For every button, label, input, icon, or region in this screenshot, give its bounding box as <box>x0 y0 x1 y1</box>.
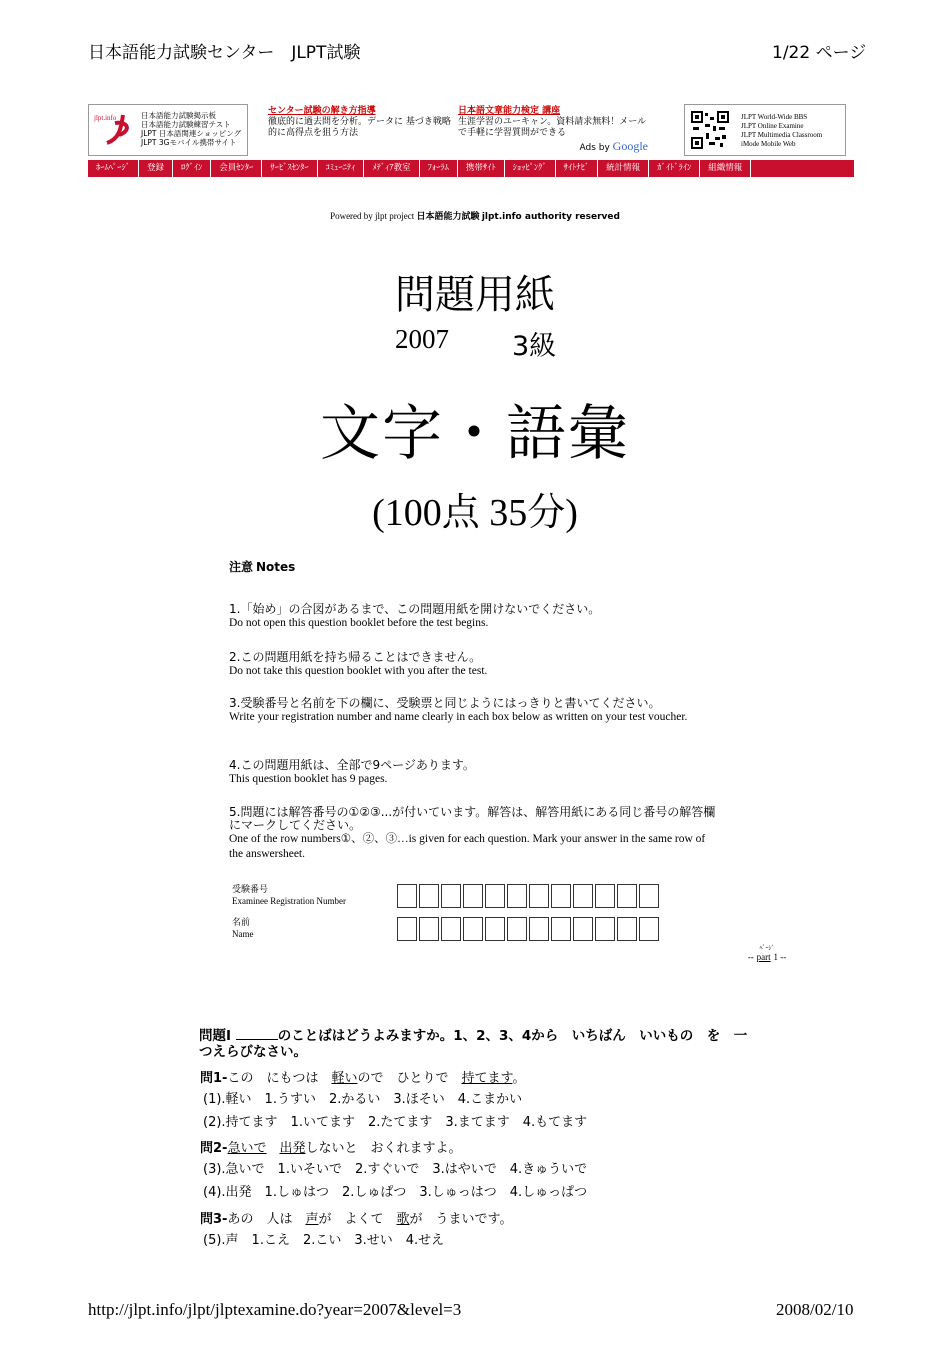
registration-number-en: Examinee Registration Number <box>232 896 346 906</box>
question-label: 問1- <box>200 1071 228 1086</box>
registration-digit-box[interactable] <box>617 884 637 908</box>
underlined-word: 持てます <box>461 1071 513 1086</box>
qr-link[interactable]: JLPT Online Examine <box>741 122 804 130</box>
note-en: Write your registration number and name clearly in each box below as written on your test voucher. <box>229 711 688 723</box>
nav-item[interactable]: 登録 <box>139 160 173 177</box>
notes-heading-jp: 注意 <box>229 560 254 574</box>
question-text: 。 <box>512 1071 526 1086</box>
question-text: が うまいです。 <box>409 1212 513 1227</box>
qr-link[interactable]: iMode Mobile Web <box>741 140 796 148</box>
name-char-box[interactable] <box>595 917 615 941</box>
logo-link[interactable]: JLPT 日本語関連ショッピング <box>141 129 242 138</box>
exam-level: 3級 <box>512 331 557 362</box>
footer-date: 2008/02/10 <box>776 1300 854 1319</box>
page-number: 1/22 ページ <box>772 43 867 63</box>
powered-suffix: jlpt.info authority reserved <box>481 212 620 222</box>
name-char-box[interactable] <box>507 917 527 941</box>
note-item <box>229 697 719 725</box>
note-jp: 4.この問題用紙は、全部で9ページあります。 <box>229 758 475 772</box>
notes-heading-en: Notes <box>256 560 296 574</box>
name-char-box[interactable] <box>485 917 505 941</box>
page-header-title: 日本語能力試験センター JLPT試験 <box>88 43 361 63</box>
nav-bar <box>88 160 854 177</box>
question-section-heading <box>199 1028 759 1060</box>
name-char-box[interactable] <box>617 917 637 941</box>
nav-item[interactable]: 携帯ｻｲﾄ <box>458 160 505 177</box>
note-en: Do not open this question booklet before the test begins. <box>229 617 489 629</box>
ad-item[interactable] <box>458 106 648 139</box>
jlpt-logo-icon <box>93 111 137 149</box>
question-label: 問2- <box>200 1141 228 1156</box>
registration-digit-box[interactable] <box>441 884 461 908</box>
nav-item[interactable]: 会員ｾﾝﾀｰ <box>211 160 262 177</box>
logo-link[interactable]: 日本語能力試験掲示板 <box>141 111 216 120</box>
question-text: あの 人は <box>227 1212 306 1227</box>
ads-by-google[interactable] <box>579 141 648 154</box>
exam-year: 2007 <box>395 324 449 354</box>
ads-by-label: Ads by <box>579 143 610 153</box>
nav-item[interactable]: ﾌｫｰﾗﾑ <box>420 160 458 177</box>
answer-choices: (1).軽い 1.うすい 2.かるい 3.ほそい 4.こまかい <box>203 1092 523 1107</box>
notes-heading <box>229 558 295 575</box>
registration-digit-box[interactable] <box>397 884 417 908</box>
subject-title: 文字・語彙 <box>320 399 630 469</box>
question-text: が よくて <box>318 1212 397 1227</box>
question-text: ので ひとりで <box>357 1071 462 1086</box>
underlined-word: 急いで <box>227 1141 267 1156</box>
underlined-word: 歌 <box>396 1212 410 1227</box>
registration-digit-box[interactable] <box>573 884 593 908</box>
answer-choices: (4).出発 1.しゅはつ 2.しゅぱつ 3.しゅっはつ 4.しゅっぱつ <box>203 1185 588 1200</box>
name-char-box[interactable] <box>573 917 593 941</box>
qr-box[interactable] <box>684 104 846 156</box>
answer-choices: (3).急いで 1.いそいで 2.すぐいで 3.はやいで 4.きゅういで <box>203 1162 588 1177</box>
registration-digit-box[interactable] <box>551 884 571 908</box>
part-suffix: 1 -- <box>773 952 787 962</box>
section-instruction: のことばはどうよみますか。1、2、3、4から いちばん いいもの を 一つえらびなさい。 <box>199 1028 748 1060</box>
name-char-box[interactable] <box>397 917 417 941</box>
name-char-box[interactable] <box>441 917 461 941</box>
powered-prefix: Powered by jlpt project <box>330 211 415 221</box>
nav-item[interactable]: ﾛｸﾞｲﾝ <box>173 160 211 177</box>
question-3 <box>200 1208 512 1227</box>
ad-text: 生涯学習のユーキャン。資料請求無料！メールで手軽に学習質問ができる <box>458 117 647 138</box>
answer-choices: (5).声 1.こえ 2.こい 3.せい 4.せえ <box>203 1233 445 1248</box>
registration-number-label <box>232 885 346 907</box>
ad-title[interactable]: センター試験の解き方指導 <box>268 106 376 116</box>
registration-digit-box[interactable] <box>507 884 527 908</box>
underlined-word: 声 <box>305 1212 319 1227</box>
note-en: One of the row numbers①、②、③…is given for each question. Mark your answer in the same row of the answersheet. <box>229 833 706 860</box>
question-text <box>266 1141 279 1156</box>
question-label: 問3- <box>200 1212 228 1227</box>
note-en: Do not take this question booklet with you after the test. <box>229 665 488 677</box>
name-char-box[interactable] <box>551 917 571 941</box>
answer-choices: (2).持てます 1.いてます 2.たてます 3.まてます 4.もてます <box>203 1115 588 1130</box>
nav-item[interactable]: ｻｰﾋﾞｽｾﾝﾀｰ <box>262 160 317 177</box>
registration-digit-box[interactable] <box>529 884 549 908</box>
part-prefix: -- <box>747 952 754 962</box>
name-char-box[interactable] <box>463 917 483 941</box>
ad-item[interactable] <box>268 106 454 139</box>
note-item <box>229 759 719 787</box>
nav-item[interactable]: ﾎｰﾑﾍﾟｰｼﾞ <box>88 160 139 177</box>
page-icon: ﾍﾟｰｼﾞ <box>759 945 775 952</box>
note-jp: 3.受験番号と名前を下の欄に、受験票と同じようにはっきりと書いてください。 <box>229 696 661 710</box>
nav-item[interactable]: ｶﾞｲﾄﾞﾗｲﾝ <box>649 160 700 177</box>
ad-block <box>268 104 648 156</box>
registration-digit-box[interactable] <box>595 884 615 908</box>
name-char-box[interactable] <box>529 917 549 941</box>
nav-item[interactable]: 組織情報 <box>700 160 751 177</box>
question-2 <box>200 1137 462 1156</box>
qr-code-icon <box>691 111 729 149</box>
logo-link[interactable]: JLPT 3Gモバイル携帯サイト <box>141 138 237 147</box>
section-number: 問題Ⅰ <box>199 1028 232 1044</box>
qr-link[interactable]: JLPT Multimedia Classroom <box>741 131 823 139</box>
question-text: この にもつは <box>227 1071 332 1086</box>
note-item <box>229 651 719 679</box>
ad-text: 徹底的に過去問を分析。データに 基づき戦略的に高得点を狙う方法 <box>268 117 451 138</box>
registration-digit-box[interactable] <box>485 884 505 908</box>
note-jp: 5.問題には解答番号の①②③...が付いています。解答は、解答用紙にある同じ番号の解答欄にマークしてください。 <box>229 805 716 832</box>
note-item <box>229 806 719 862</box>
registration-digit-box[interactable] <box>639 884 659 908</box>
logo-links[interactable] <box>141 111 241 147</box>
powered-center[interactable]: 日本語能力試験 <box>416 212 480 222</box>
nav-item[interactable]: ｺﾐｭｰﾆﾃｨ <box>318 160 365 177</box>
blank-line <box>236 1039 278 1040</box>
points-time: (100点 35分) <box>372 492 578 534</box>
nav-item[interactable]: 統計情報 <box>598 160 649 177</box>
booklet-title: 問題用紙 <box>395 272 555 318</box>
part-marker <box>742 943 792 963</box>
registration-digit-box[interactable] <box>463 884 483 908</box>
nav-item[interactable]: ｼｮｯﾋﾟﾝｸﾞ <box>505 160 556 177</box>
registration-number-jp: 受験番号 <box>232 885 269 895</box>
jlpt-logo-box[interactable] <box>88 104 248 156</box>
nav-item[interactable]: ﾒﾃﾞｨｱ教室 <box>364 160 419 177</box>
name-char-box[interactable] <box>639 917 659 941</box>
qr-link[interactable]: JLPT World-Wide BBS <box>741 113 808 121</box>
ad-title[interactable]: 日本語文章能力検定 講座 <box>458 106 561 116</box>
registration-digit-box[interactable] <box>419 884 439 908</box>
logo-link[interactable]: 日本語能力試験練習テスト <box>141 120 231 129</box>
note-jp: 1.「始め」の合図があるまで、この問題用紙を開けないでください。 <box>229 602 601 616</box>
question-1 <box>200 1067 525 1086</box>
name-label <box>232 918 254 940</box>
note-item <box>229 603 719 631</box>
question-text: しないと おくれますよ。 <box>305 1141 462 1156</box>
banner <box>88 104 846 156</box>
footer-url: http://jlpt.info/jlpt/jlptexamine.do?year=2007&level=3 <box>88 1300 462 1319</box>
registration-number-boxes <box>397 884 661 908</box>
underlined-word: 軽い <box>331 1071 358 1086</box>
nav-item[interactable]: ｻｲﾄﾅﾋﾞ <box>556 160 599 177</box>
name-boxes <box>397 917 661 941</box>
name-char-box[interactable] <box>419 917 439 941</box>
note-jp: 2.この問題用紙を持ち帰ることはできません。 <box>229 650 482 664</box>
note-en: This question booklet has 9 pages. <box>229 773 388 785</box>
qr-links[interactable] <box>741 113 822 149</box>
name-en: Name <box>232 929 254 939</box>
powered-by <box>0 209 950 222</box>
logo-text: jlpt.info <box>94 114 117 122</box>
google-logo: Google <box>612 139 648 153</box>
name-jp: 名前 <box>232 918 251 928</box>
underlined-word: 出発 <box>279 1141 306 1156</box>
part-link[interactable]: part <box>756 952 771 962</box>
